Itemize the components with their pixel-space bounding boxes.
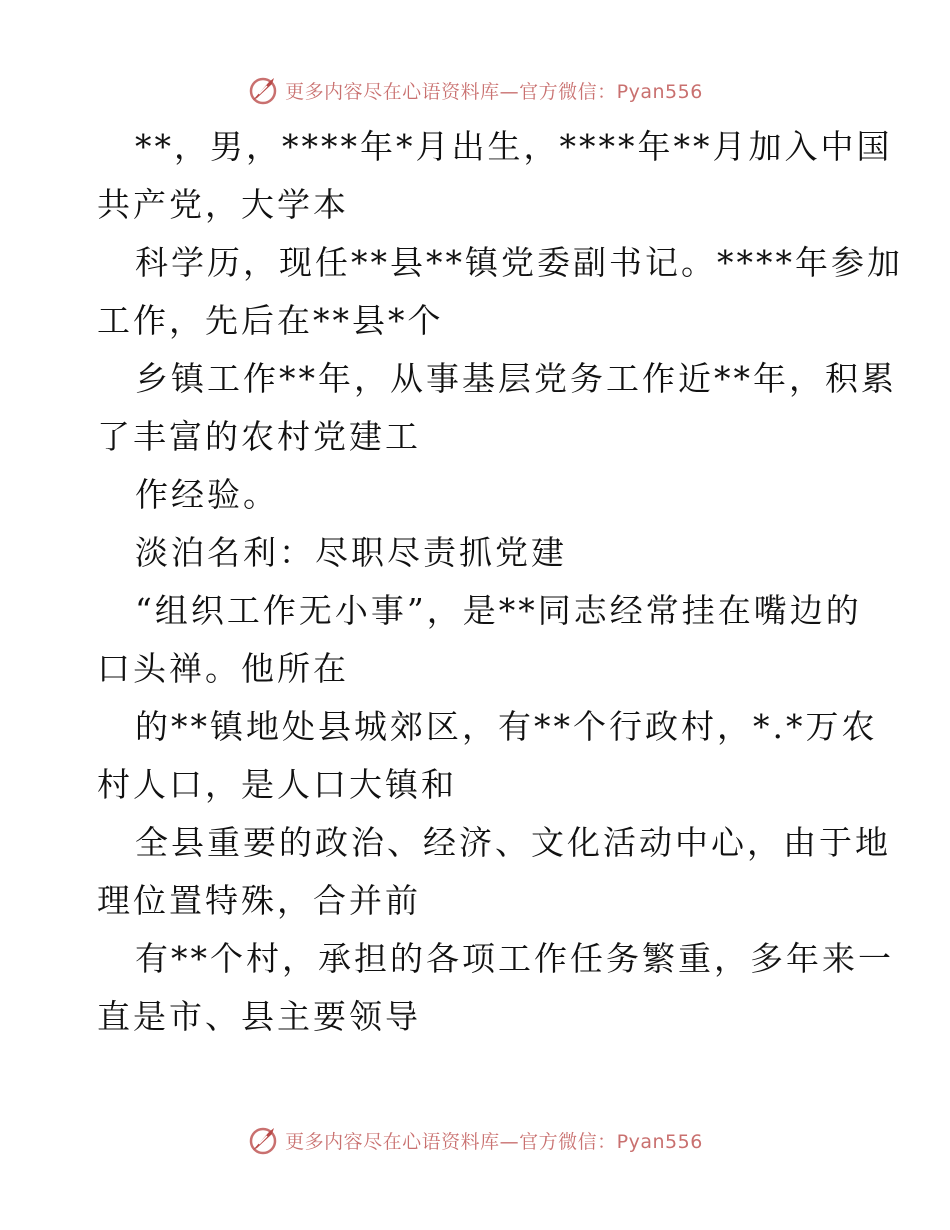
text-line: 作经验。 [135,475,279,514]
header-watermark [0,70,950,110]
quill-logo-icon [247,1124,279,1156]
text-line: 有**个村，承担的各项工作任务繁重，多年来一 [135,939,894,978]
text-line: 村人口，是人口大镇和 [97,765,457,804]
text-line: 乡镇工作**年，从事基层党务工作近**年，积累 [135,359,897,398]
text-line: 科学历，现任**县**镇党委副书记。****年参加 [135,243,903,282]
text-line: **，男，****年*月出生，****年**月加入中国 [135,127,893,166]
text-line: 口头禅。他所在 [97,649,349,688]
section-heading: 淡泊名利：尽职尽责抓党建 [135,533,567,572]
text-line: 理位置特殊，合并前 [97,881,421,920]
watermark-text: 更多内容尽在心语资料库—官方微信：Pyan556 [285,1130,703,1153]
text-line: 工作，先后在**县*个 [97,301,444,340]
text-line: 的**镇地处县城郊区，有**个行政村，*.*万农 [135,707,878,746]
watermark-text: 更多内容尽在心语资料库—官方微信：Pyan556 [285,80,703,103]
text-line: 直是市、县主要领导 [97,997,421,1036]
footer-watermark [0,1120,950,1160]
document-body [97,118,903,1046]
text-line: 了丰富的农村党建工 [97,417,421,456]
text-line: 全县重要的政治、经济、文化活动中心，由于地 [135,823,891,862]
text-line: 共产党，大学本 [97,185,349,224]
quill-logo-icon [247,74,279,106]
text-line: “组织工作无小事”，是**同志经常挂在嘴边的 [135,591,862,630]
